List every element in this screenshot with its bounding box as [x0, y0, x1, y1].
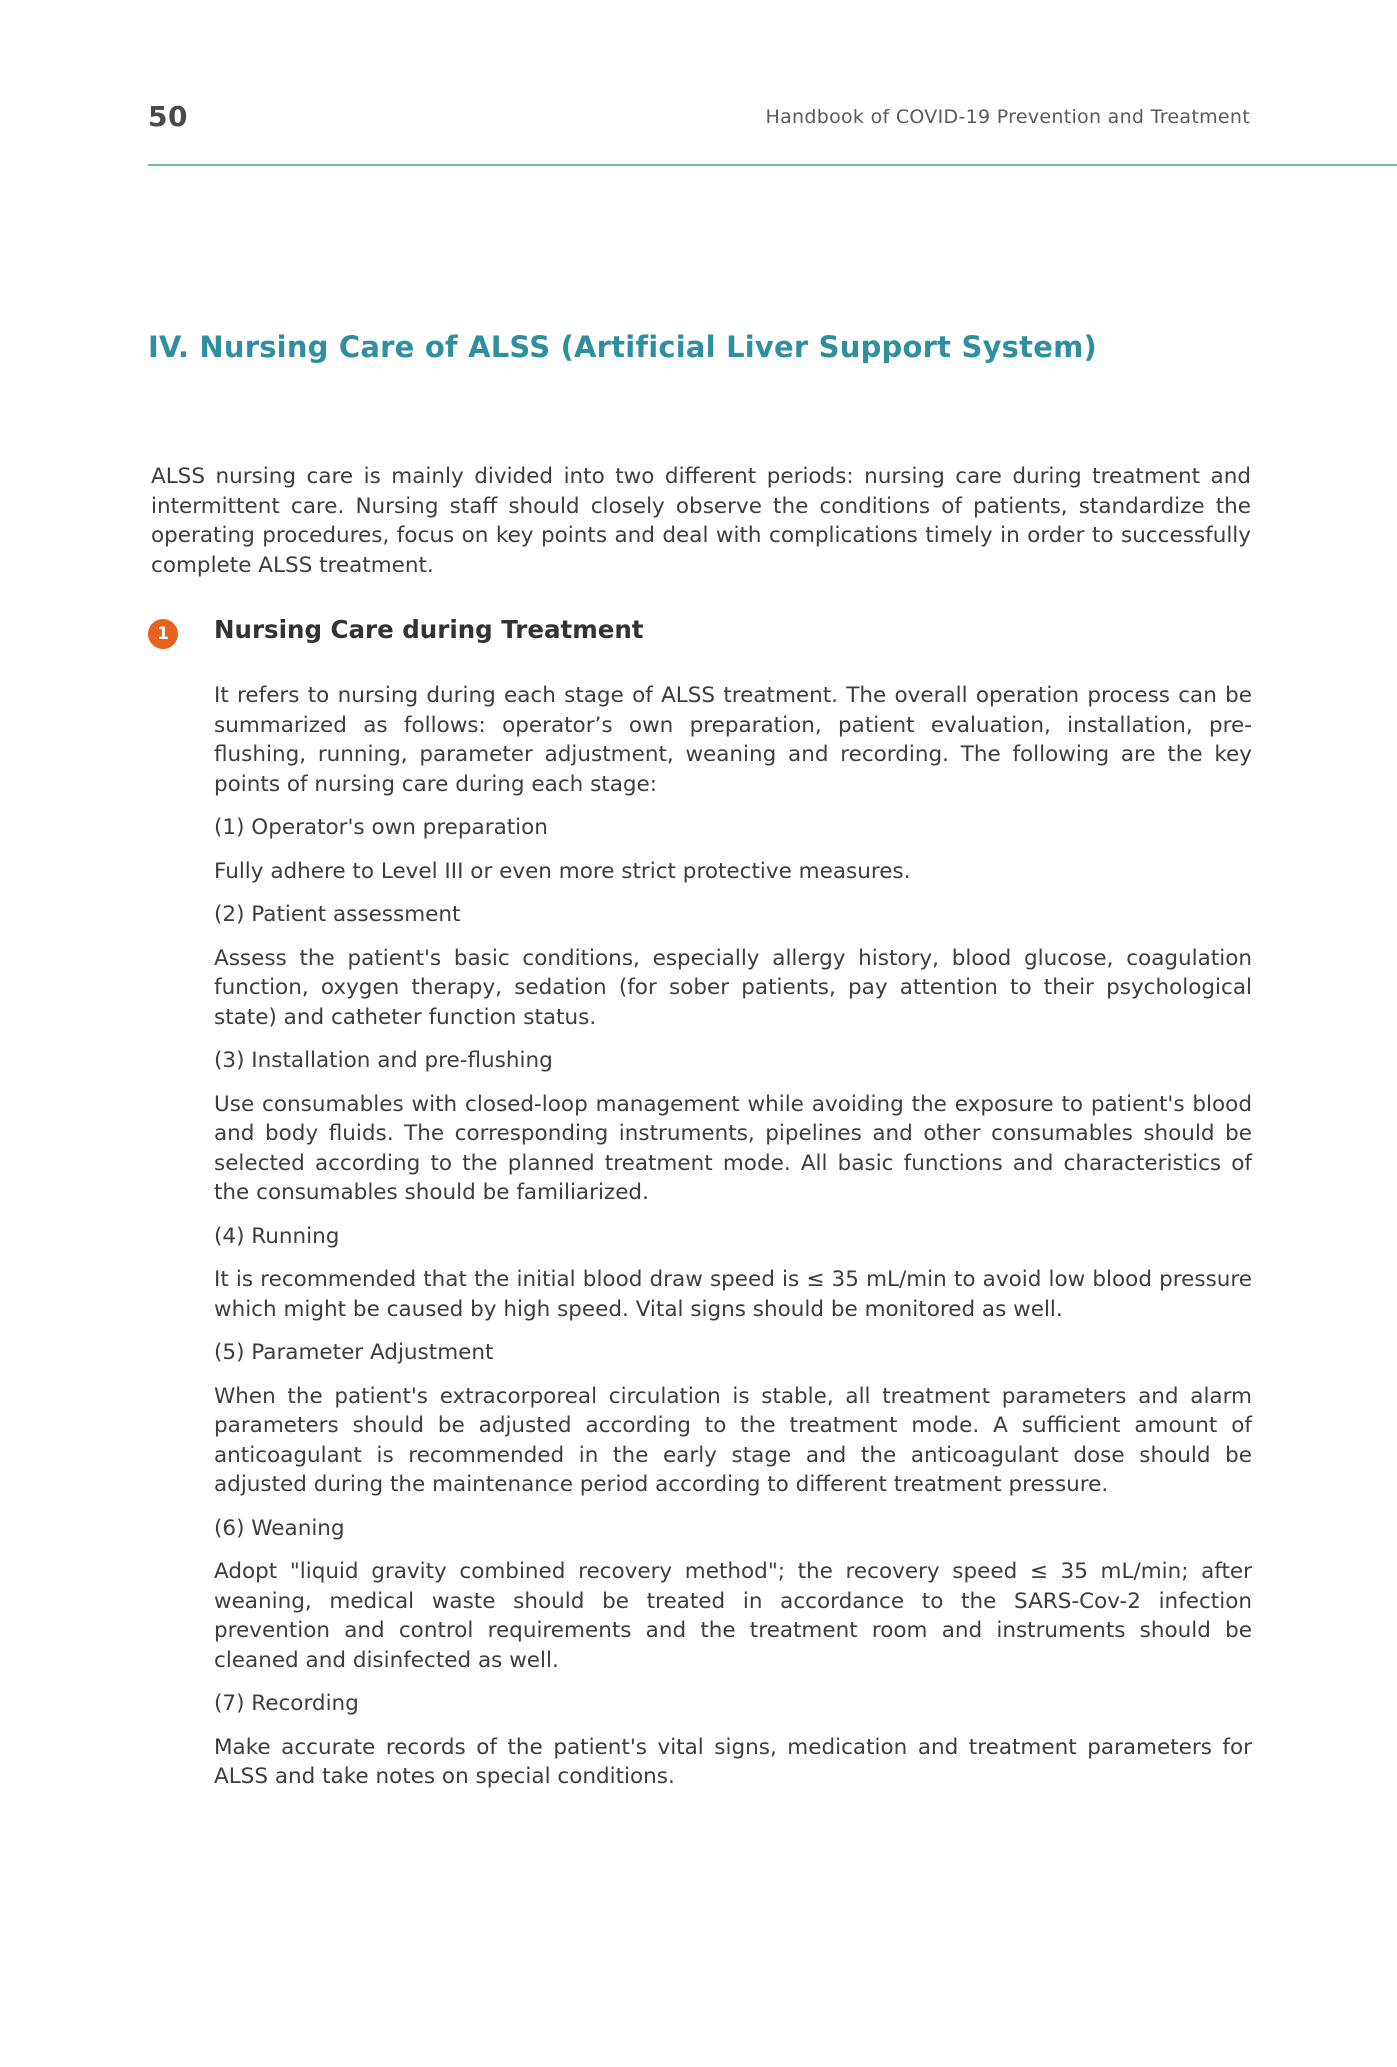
step-heading: (7) Recording [214, 1691, 359, 1716]
step-heading: (5) Parameter Adjustment [214, 1340, 494, 1365]
step-text: Use consumables with closed-loop management while avoiding the exposure to patient's blood and body fluids. The corresponding instruments, pipelines and other consumables should be selected according to the planned treatment mode. All basic functions and characteristics of the consumables should be familiarized. [214, 1091, 1252, 1205]
subsection-heading [148, 612, 1258, 652]
step-text: When the patient's extracorporeal circulation is stable, all treatment parameters and alarm parameters should be adjusted according to the treatment mode. A sufficient amount of anticoagulant is recommended in the early stage and the anticoagulant dose should be adjusted during the maintenance period according to different treatment pressure. [214, 1383, 1252, 1497]
step-text: Adopt "liquid gravity combined recovery method"; the recovery speed ≤ 35 mL/min; after weaning, medical waste should be treated in accordance to the SARS-Cov-2 infection prevention and control requirements and the treatment room and instruments should be cleaned and disinfected as well. [214, 1559, 1252, 1673]
number-badge-icon: 1 [148, 619, 178, 649]
page-number: 50 [148, 100, 188, 133]
subsection-body [214, 681, 1252, 1806]
header-divider [148, 164, 1397, 166]
step-heading: (1) Operator's own preparation [214, 815, 548, 840]
step-text: Make accurate records of the patient's vital signs, medication and treatment parameters for ALSS and take notes on special conditions. [214, 1734, 1252, 1789]
intro-paragraph: ALSS nursing care is mainly divided into two different periods: nursing care during treatment and intermittent care. Nursing staff should closely observe the conditions of patients, standardize the operating procedures, focus on key points and deal with complications timely in order to successfully complete ALSS treatment. [151, 464, 1251, 578]
subsection-title: Nursing Care during Treatment [214, 615, 644, 644]
lead-paragraph: It refers to nursing during each stage of ALSS treatment. The overall operation process can be summarized as follows: operator’s own preparation, patient evaluation, installation, pre-flushing, running, parameter adjustment, weaning and recording. The following are the key points of nursing care during each stage: [214, 683, 1252, 797]
running-header: Handbook of COVID-19 Prevention and Treatment [765, 106, 1250, 128]
step-heading: (2) Patient assessment [214, 902, 461, 927]
step-heading: (4) Running [214, 1223, 340, 1249]
step-text: Assess the patient's basic conditions, especially allergy history, blood glucose, coagulation function, oxygen therapy, sedation (for sober patients, pay attention to their psychological state) and catheter function status. [214, 945, 1252, 1030]
section-title: IV. Nursing Care of ALSS (Artificial Liver Support System) [148, 330, 1097, 364]
step-text: Fully adhere to Level III or even more strict protective measures. [214, 858, 911, 884]
step-text: It is recommended that the initial blood draw speed is ≤ 35 mL/min to avoid low blood pressure which might be caused by high speed. Vital signs should be monitored as well. [214, 1267, 1252, 1322]
step-heading: (3) Installation and pre-flushing [214, 1048, 553, 1073]
step-heading: (6) Weaning [214, 1515, 345, 1541]
